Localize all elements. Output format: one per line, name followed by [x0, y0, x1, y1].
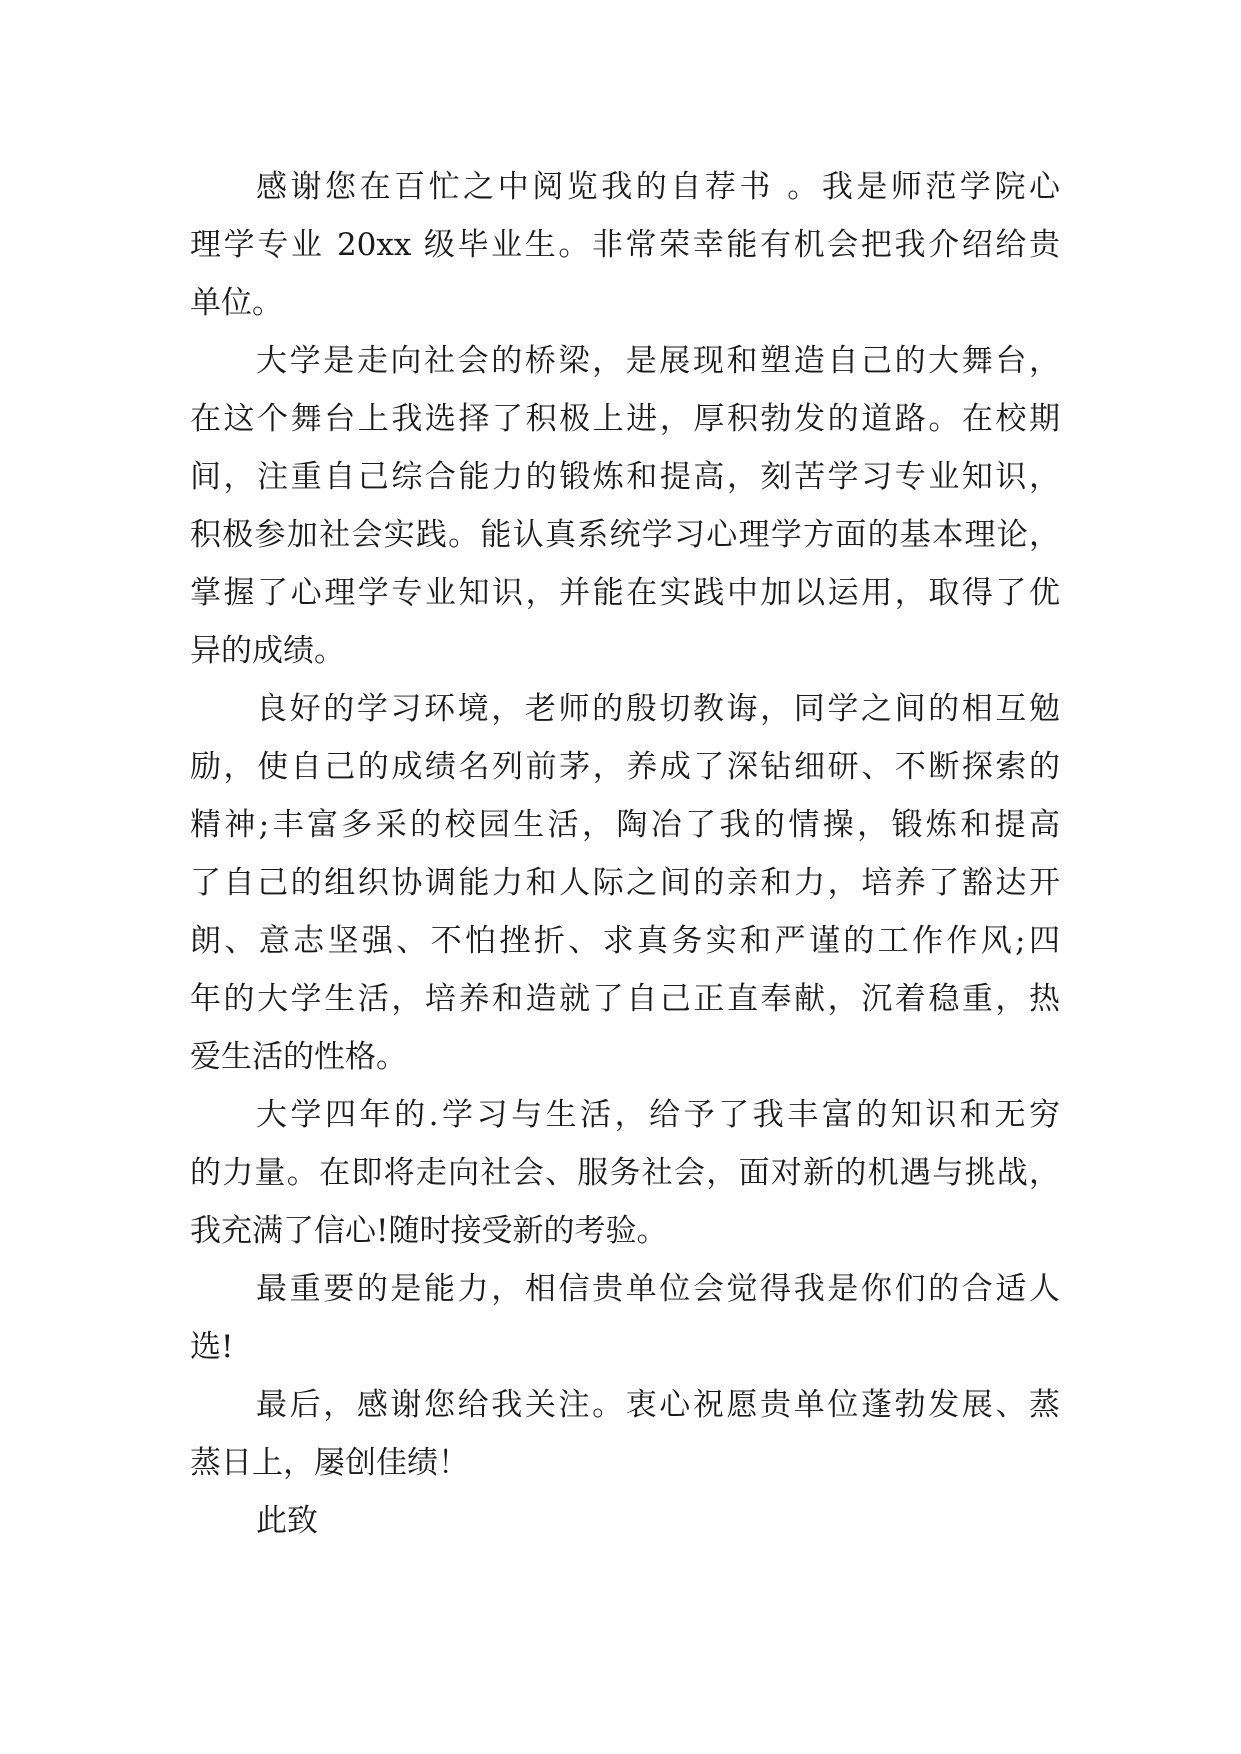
paragraph-line: 单位。	[190, 285, 283, 321]
paragraph-line: 蒸日上，屡创佳绩！	[190, 1445, 469, 1481]
paragraph-3	[190, 680, 1060, 1086]
paragraph-line: 异的成绩。	[190, 633, 345, 669]
letter-body	[190, 158, 1060, 1550]
paragraph-4	[190, 1086, 1060, 1260]
paragraph-line: 大学是走向社会的桥梁，是展现和塑造自己的大舞台，	[256, 343, 1060, 379]
paragraph-line: 的力量。在即将走向社会、服务社会，面对新的机遇与挑战，	[190, 1155, 1060, 1191]
paragraph-line: 我充满了信心!随时接受新的考验。	[190, 1213, 668, 1249]
paragraph-1	[190, 158, 1060, 332]
paragraph-line: 积极参加社会实践。能认真系统学习心理学方面的基本理论，	[190, 517, 1060, 553]
paragraph-line: 良好的学习环境，老师的殷切教诲，同学之间的相互勉	[256, 691, 1060, 727]
paragraph-line: 爱生活的性格。	[190, 1039, 407, 1075]
paragraph-line: 励，使自己的成绩名列前茅，养成了深钻细研、不断探索的	[190, 749, 1060, 785]
paragraph-line: 精神;丰富多采的校园生活，陶冶了我的情操，锻炼和提高	[190, 807, 1060, 843]
paragraph-line: 选!	[190, 1329, 234, 1365]
paragraph-line: 最重要的是能力，相信贵单位会觉得我是你们的合适人	[256, 1271, 1060, 1307]
paragraph-line: 了自己的组织协调能力和人际之间的亲和力，培养了豁达开	[190, 865, 1060, 901]
paragraph-line: 感谢您在百忙之中阅览我的自荐书 。我是师范学院心	[256, 169, 1060, 205]
paragraph-5	[190, 1260, 1060, 1376]
paragraph-line: 年的大学生活，培养和造就了自己正直奉献，沉着稳重，热	[190, 981, 1060, 1017]
paragraph-line: 理学专业 20xx 级毕业生。非常荣幸能有机会把我介绍给贵	[190, 227, 1060, 263]
paragraph-line: 最后，感谢您给我关注。衷心祝愿贵单位蓬勃发展、蒸	[256, 1387, 1060, 1423]
paragraph-line: 此致	[256, 1503, 318, 1539]
paragraph-line: 朗、意志坚强、不怕挫折、求真务实和严谨的工作作风;四	[190, 923, 1060, 959]
paragraph-2	[190, 332, 1060, 680]
paragraph-6	[190, 1376, 1060, 1492]
paragraph-line: 掌握了心理学专业知识，并能在实践中加以运用，取得了优	[190, 575, 1060, 611]
closing-salutation	[190, 1492, 1060, 1550]
paragraph-line: 在这个舞台上我选择了积极上进，厚积勃发的道路。在校期	[190, 401, 1060, 437]
paragraph-line: 间，注重自己综合能力的锻炼和提高，刻苦学习专业知识，	[190, 459, 1060, 495]
paragraph-line: 大学四年的.学习与生活，给予了我丰富的知识和无穷	[256, 1097, 1060, 1133]
